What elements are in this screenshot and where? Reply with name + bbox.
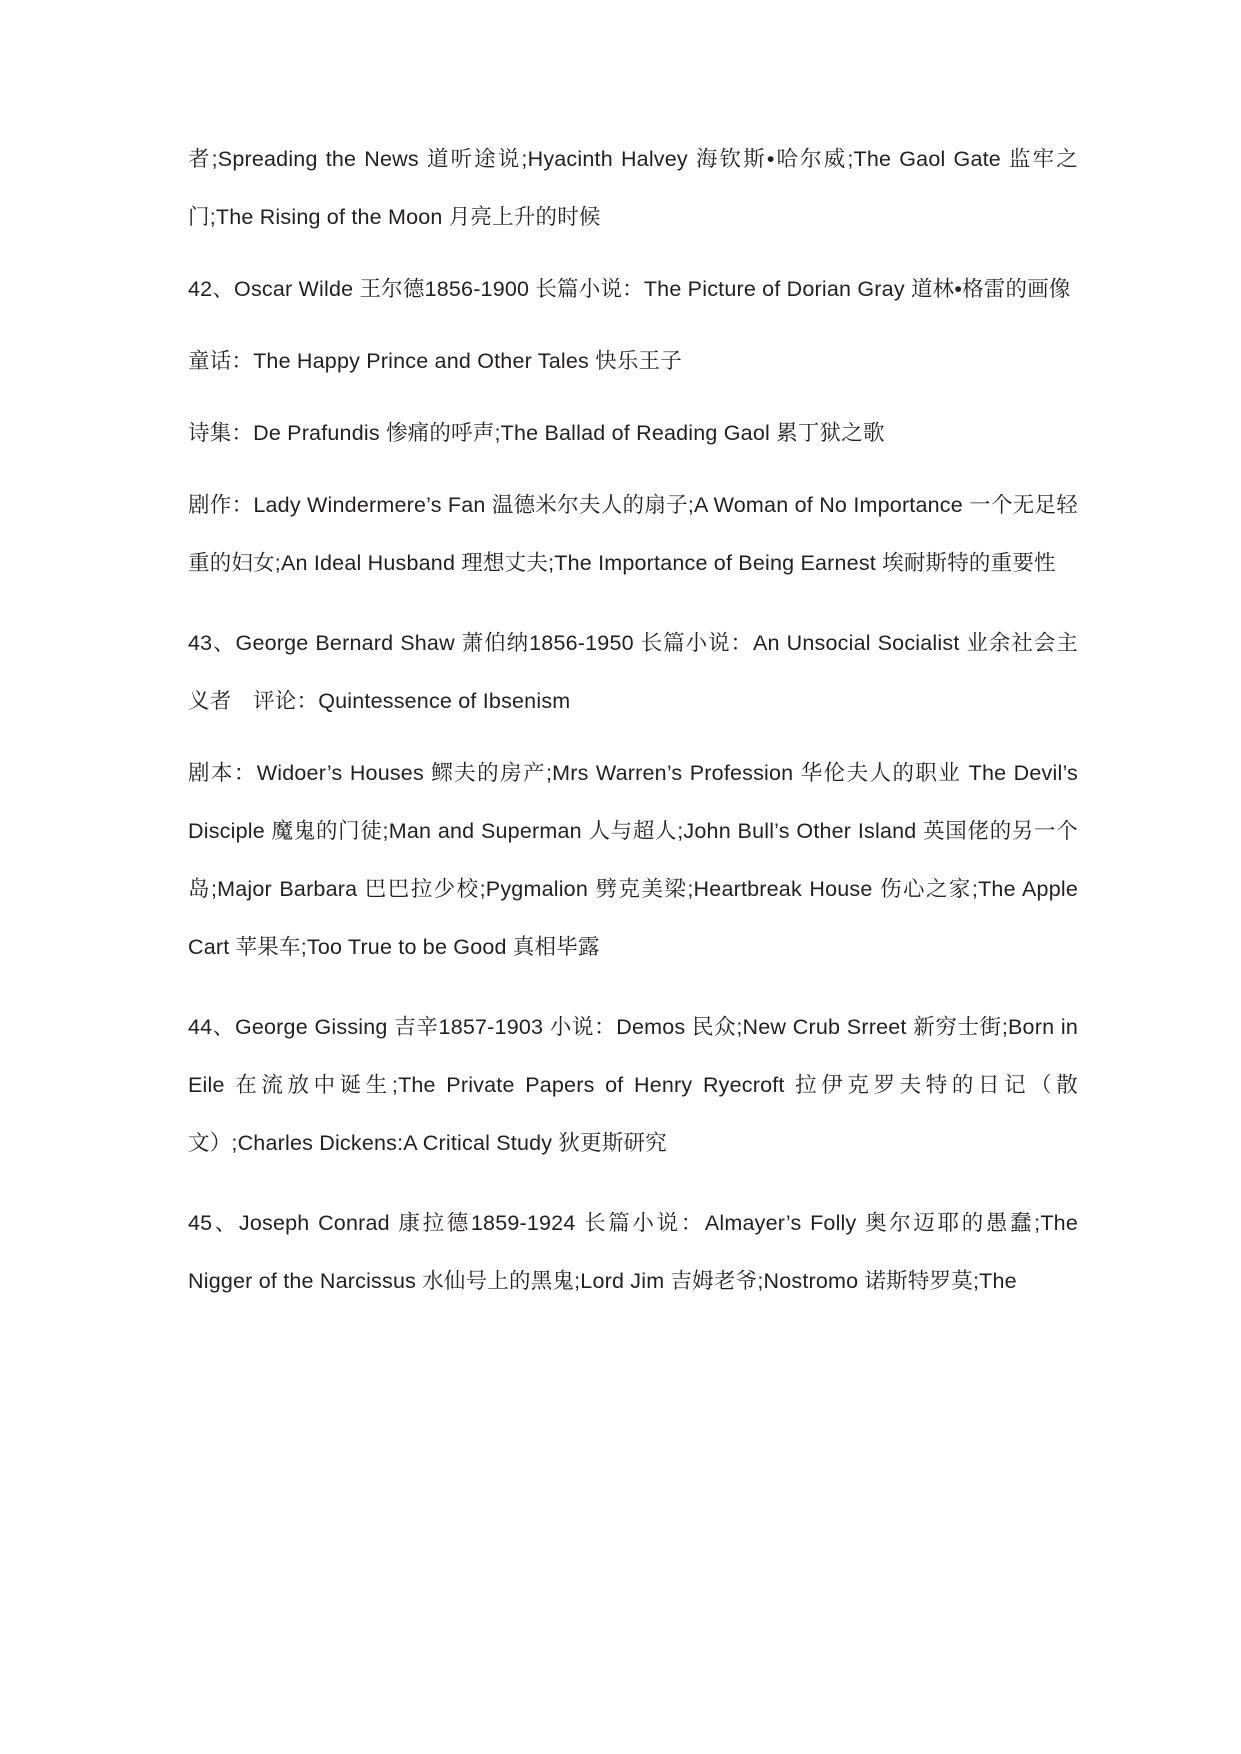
- paragraph-42-oscar-wilde: 42、Oscar Wilde 王尔德1856-1900 长篇小说：The Picture of Dorian Gray 道林•格雷的画像: [188, 277, 1071, 301]
- paragraph-43-george-bernard-shaw: 43、George Bernard Shaw 萧伯纳1856-1950 长篇小说：An Unsocial Socialist 业余社会主义者 评论：Quintessence of Ibsenism: [188, 631, 1078, 713]
- paragraph-44-george-gissing: 44、George Gissing 吉辛1857-1903 小说：Demos 民众;New Crub Srreet 新穷士街;Born in Eile 在流放中诞生;The Private Papers of Henry Ryecroft 拉伊克罗夫特的日记（散文）;Charles Dickens:A Critical Study 狄更斯研究: [188, 1015, 1078, 1155]
- paragraph-45-joseph-conrad: 45、Joseph Conrad 康拉德1859-1924 长篇小说：Almayer’s Folly 奥尔迈耶的愚蠢;The Nigger of the Narcissus 水仙号上的黑鬼;Lord Jim 吉姆老爷;Nostromo 诺斯特罗莫;The: [188, 1211, 1078, 1293]
- document-text-body: [188, 130, 1078, 1310]
- paragraph-43-scripts: 剧本：Widoer’s Houses 鳏夫的房产;Mrs Warren’s Profession 华伦夫人的职业 The Devil’s Disciple 魔鬼的门徒;Man and Superman 人与超人;John Bull’s Other Island 英国佬的另一个岛;Major Barbara 巴巴拉少校;Pygmalion 劈克美梁;Heartbreak House 伤心之家;The Apple Cart 苹果车;Too True to be Good 真相毕露: [188, 761, 1078, 959]
- paragraph-gregory-works-continued: 者;Spreading the News 道听途说;Hyacinth Halvey 海钦斯•哈尔威;The Gaol Gate 监牢之门;The Rising of the Moon 月亮上升的时候: [188, 147, 1078, 229]
- paragraph-42-poetry: 诗集：De Prafundis 惨痛的呼声;The Ballad of Reading Gaol 累丁狱之歌: [188, 421, 885, 445]
- paragraph-42-plays: 剧作：Lady Windermere’s Fan 温德米尔夫人的扇子;A Woman of No Importance 一个无足轻重的妇女;An Ideal Husband 理想丈夫;The Importance of Being Earnest 埃耐斯特的重要性: [188, 493, 1078, 575]
- paragraph-42-fairy-tales: 童话：The Happy Prince and Other Tales 快乐王子: [188, 349, 682, 373]
